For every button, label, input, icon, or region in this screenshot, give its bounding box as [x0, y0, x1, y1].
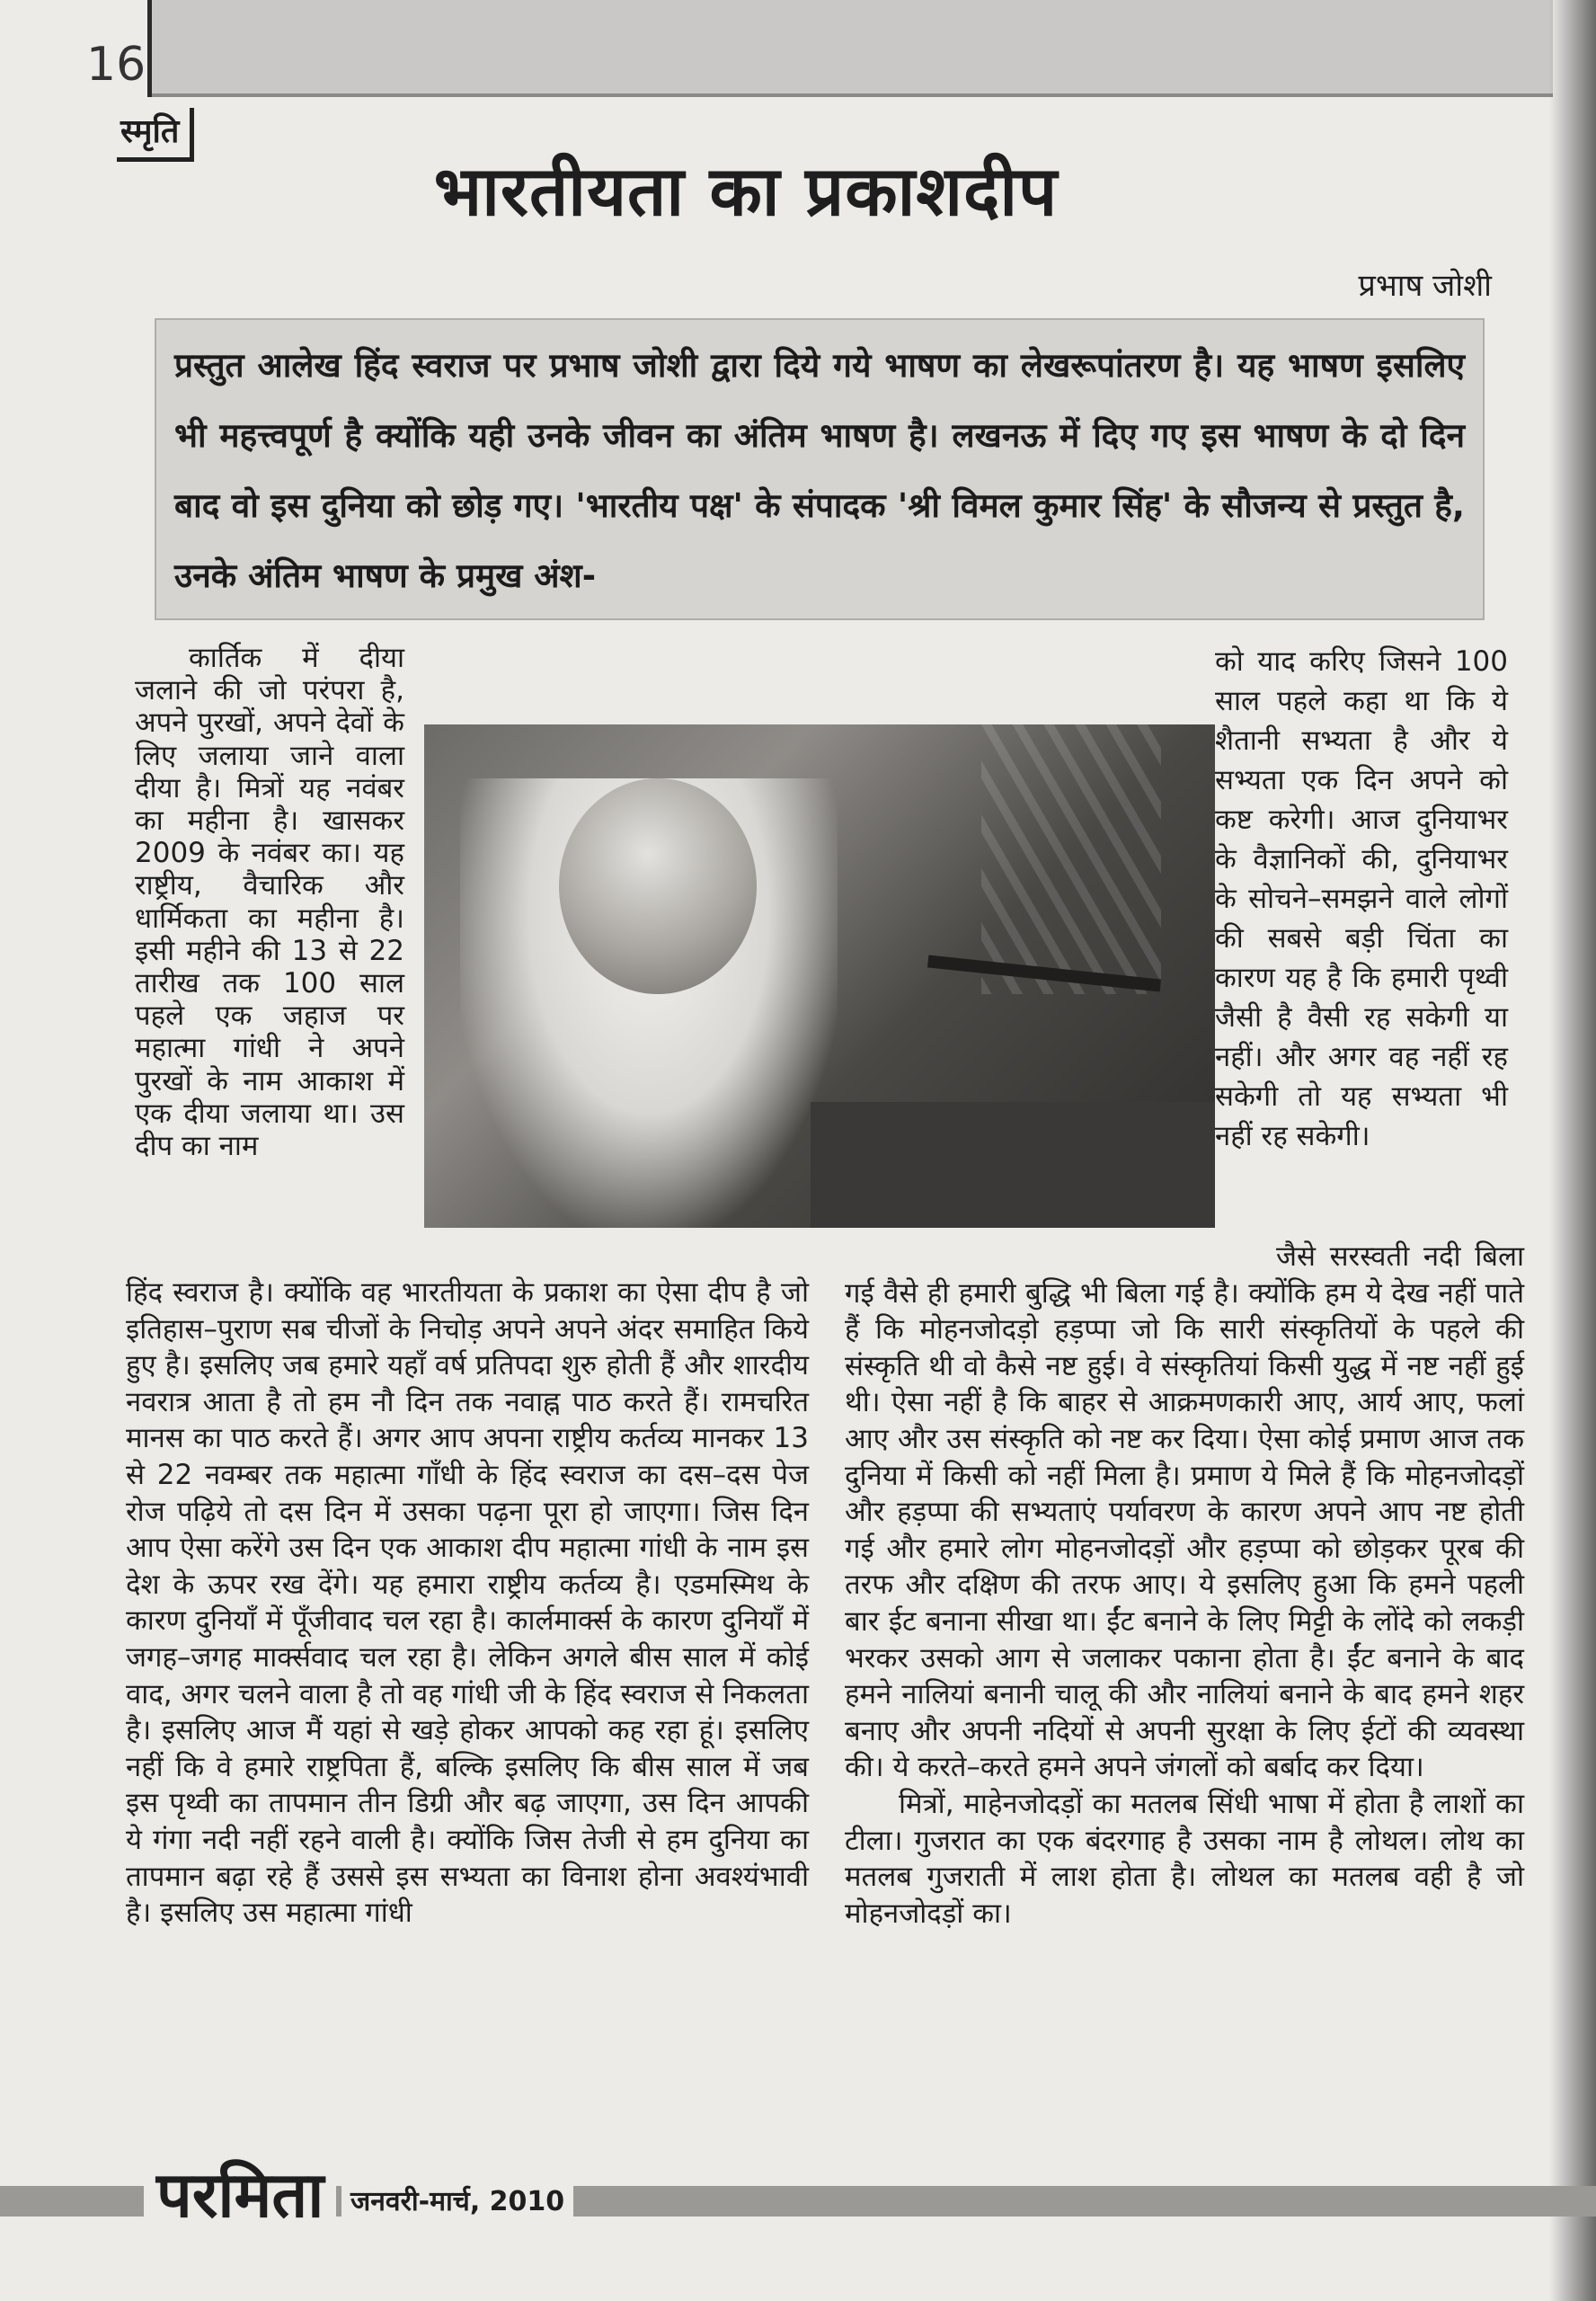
section-label: स्मृति: [117, 108, 194, 162]
paragraph: कार्तिक में दीया जलाने की जो परंपरा है, अपने पुरखों, अपने देवों के लिए जलाया जाने वाला दीया है। मित्रों यह नवंबर का महीना है। खासकर 2009 के नवंबर का। यह राष्ट्रीय, वैचारिक और धार्मिकता का महीना है। इसी महीने की 13 से 22 तारीख तक 100 साल पहले एक जहाज पर महात्मा गांधी ने अपने पुरखों के नाम आकाश में एक दीया जलाया था। उस दीप का नाम: [135, 642, 404, 1163]
page-number: 16: [86, 38, 146, 92]
paragraph: हिंद स्वराज है। क्योंकि वह भारतीयता के प्रकाश का ऐसा दीप है जो इतिहास–पुराण सब चीजों के निचोड़ अपने अपने अंदर समाहित किये हुए है। इसलिए जब हमारे यहाँ वर्ष प्रतिपदा शुरु होती हैं और शारदीय नवरात्र आता है तो हम नौ दिन तक नवाह्न पाठ करते हैं। रामचरित मानस का पाठ करते हैं। अगर आप अपना राष्ट्रीय कर्तव्य मानकर 13 से 22 नवम्बर तक महात्मा गाँधी के हिंद स्वराज का दस–दस पेज रोज पढ़िये तो दस दिन में उसका पढ़ना पूरा हो जाएगा। जिस दिन आप ऐसा करेंगे उस दिन एक आकाश दीप महात्मा गांधी के नाम इस देश के ऊपर रख देंगे। यह हमारा राष्ट्रीय कर्तव्य है। एडमस्मिथ के कारण दुनियाँ में पूँजीवाद चल रहा है। कार्लमार्क्स के कारण दुनियाँ में जगह–जगह मार्क्सवाद चल रहा है। लेकिन अगले बीस साल में कोई वाद, अगर चलने वाला है तो वह गांधी जी के हिंद स्वराज से निकलता है। इसलिए आज मैं यहां से खड़े होकर आपको कह रहा हूं। इसलिए नहीं कि वे हमारे राष्ट्रपिता हैं, बल्कि इसलिए कि बीस साल में जब इस पृथ्वी का तापमान तीन डिग्री और बढ़ जाएगा, उस दिन आपकी ये गंगा नदी नहीं रहने वाली है। क्योंकि जिस तेजी से हम दुनिया का तापमान बढ़ा रहे हैं उससे इस सभ्यता का विनाश होना अवश्यंभावी है। इसलिए उस महात्मा गांधी: [126, 1276, 809, 1930]
left-column-top: [135, 642, 404, 1162]
article-title: भारतीयता का प्रकाशदीप: [433, 151, 1059, 231]
paragraph: मित्रों, माहेनजोदड़ों का मतलब सिंधी भाषा में होता है लाशों का टीला। गुजरात का एक बंदरगाह है उसका नाम है लोथल। लोथ का मतलब गुजराती में लाश होता है। लोथल का मतलब वही है जो मोहनजोदड़ों का।: [845, 1787, 1524, 1930]
issue-date: जनवरी-मार्च, 2010: [341, 2184, 573, 2220]
speaker-photo: [424, 724, 1215, 1228]
header-rule: [151, 93, 1553, 97]
paragraph: को याद करिए जिसने 100 साल पहले कहा था कि ये शैतानी सभ्यता है और ये सभ्यता एक दिन अपने को कष्ट करेगी। आज दुनियाभर के वैज्ञानिकों की, दुनियाभर के सोचने–समझने वाले लोगों की सबसे बड़ी चिंता का कारण यह है कि हमारी पृथ्वी जैसी है वैसी रह सकेगी या नहीं। और अगर वह नहीं रह सकेगी तो यह सभ्यता भी नहीं रह सकेगी।: [1215, 645, 1508, 1152]
header-divider: [147, 0, 152, 97]
left-column-bottom: [126, 1275, 809, 1932]
paragraph: जैसे सरस्वती नदी बिला गई वैसे ही हमारी बुद्धि भी बिला गई है। क्योंकि हम ये देख नहीं पाते हैं कि मोहनजोदड़ो हड़प्पा जो कि सारी संस्कृतियों के पहले की संस्कृति थी वो कैसे नष्ट हुई। वे संस्कृतियां किसी युद्ध में नष्ट नहीं हुई थी। ऐसा नहीं है कि बाहर से आक्रमणकारी आए, आर्य आए, फलां आए और उस संस्कृति को नष्ट कर दिया। ऐसा कोई प्रमाण आज तक दुनिया में किसी को नहीं मिला है। प्रमाण ये मिले हैं कि मोहनजोदड़ों और हड़प्पा की सभ्यताएं पर्यावरण के कारण अपने आप नष्ट होती गई और हमारे लोग मोहनजोदड़ों और हड़प्पा को छोड़कर पूरब की तरफ और दक्षिण की तरफ आए। ये इसलिए हुआ कि हमने पहली बार ईट बनाना सीखा था। ईंट बनाने के लिए मिट्टी के लोंदे को लकड़ी भरकर उसको आग से जलाकर पकाना होता है। ईंट बनाने के बाद हमने नालियां बनानी चालू की और नालियां बनाने के बाद हमने शहर बनाए और अपनी नदियों से अपनी सुरक्षा के लिए ईटों की व्यवस्था की। ये करते–करते हमने अपने जंगलों को बर्बाद कर दिया।: [845, 1240, 1524, 1784]
magazine-logo: परमिता: [144, 2152, 336, 2238]
right-column-bottom: [845, 1239, 1524, 1932]
page-binding-shadow: [1549, 0, 1596, 2301]
header-band: [151, 0, 1553, 93]
photo-background-plant: [981, 724, 1161, 994]
photo-speaker-head: [559, 778, 757, 994]
right-column-top: [1215, 642, 1508, 1156]
author-byline: प्रभाष जोशी: [1358, 268, 1492, 304]
article-intro-box: प्रस्तुत आलेख हिंद स्वराज पर प्रभाष जोशी द्वारा दिये गये भाषण का लेखरूपांतरण है। यह भाषण इसलिए भी महत्त्वपूर्ण है क्योंकि यही उनके जीवन का अंतिम भाषण है। लखनऊ में दिए गए इस भाषण के दो दिन बाद वो इस दुनिया को छोड़ गए। 'भारतीय पक्ष' के संपादक 'श्री विमल कुमार सिंह' के सौजन्य से प्रस्तुत है, उनके अंतिम भाषण के प्रमुख अंश-: [155, 318, 1485, 620]
photo-podium: [811, 1102, 1215, 1228]
